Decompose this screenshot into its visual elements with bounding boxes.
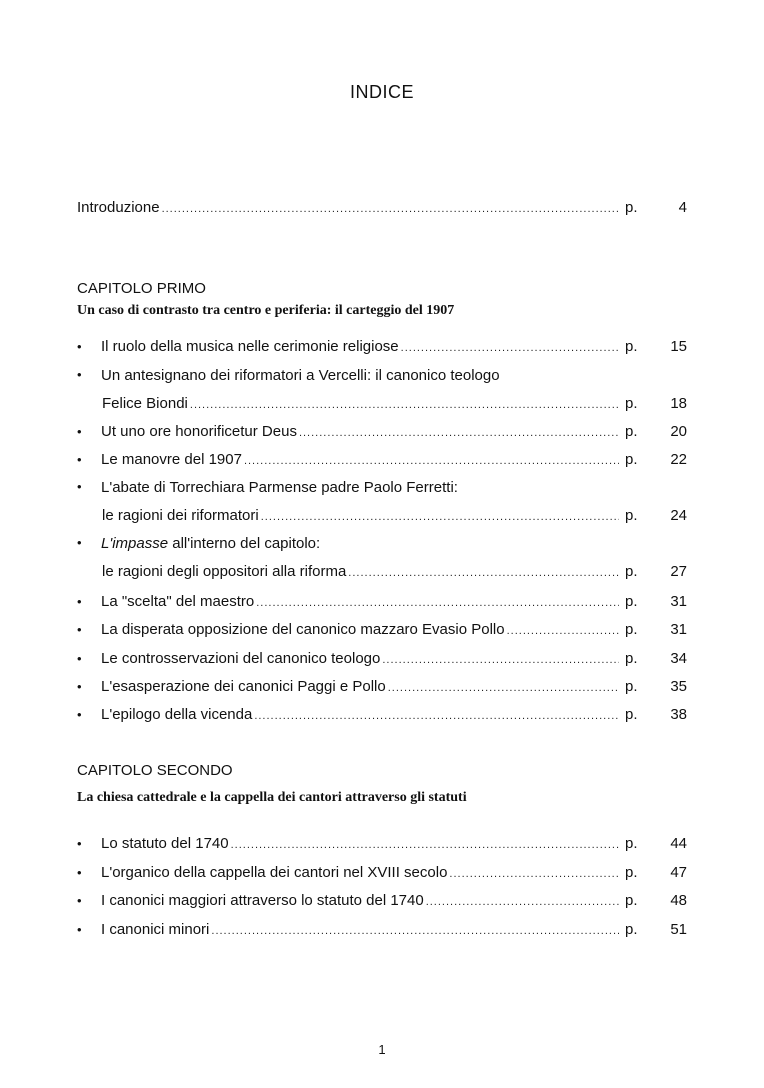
toc-entry-label: L'esasperazione dei canonici Paggi e Pollo [101, 678, 386, 695]
bullet-icon: • [77, 622, 82, 637]
bullet-icon: • [77, 836, 82, 851]
leader-dots [261, 511, 619, 523]
toc-entry-label: Ut uno ore honorificetur Deus [101, 423, 297, 440]
chapter-heading: CAPITOLO SECONDO [77, 762, 233, 779]
toc-entry [77, 621, 687, 641]
toc-entry [77, 650, 687, 670]
toc-entry-line [77, 479, 458, 496]
toc-entry-label: le ragioni degli oppositori alla riforma [102, 563, 347, 580]
leader-dots [401, 342, 619, 354]
bullet-icon: • [77, 535, 82, 550]
bullet-icon: • [77, 594, 82, 609]
bullet-icon: • [77, 679, 82, 694]
page-number-ref: 24 [670, 507, 687, 524]
page-footer-number: 1 [378, 1042, 386, 1057]
toc-entry-label-italic: L'impasse [101, 535, 169, 552]
page-abbrev: p. [625, 563, 638, 580]
leader-dots [254, 710, 619, 722]
toc-entry [77, 678, 687, 698]
toc-entry-label: I canonici maggiori attraverso lo statuto del 1740 [101, 892, 424, 909]
leader-dots [388, 682, 619, 694]
toc-entry-label: Le controsservazioni del canonico teologo [101, 650, 381, 667]
leader-dots [382, 654, 619, 666]
toc-entry-label: L'organico della cappella dei cantori nel XVIII secolo [101, 864, 448, 881]
page-number-ref: 15 [670, 338, 687, 355]
toc-entry-label: le ragioni dei riformatori [102, 507, 259, 524]
toc-entry-label: L'abate di Torrechiara Parmense padre Paolo Ferretti: [101, 479, 458, 496]
bullet-icon: • [77, 922, 82, 937]
page-number-ref: 48 [670, 892, 687, 909]
bullet-icon: • [77, 339, 82, 354]
toc-entry [77, 864, 687, 884]
leader-dots [507, 625, 619, 637]
page-number-ref: 22 [670, 451, 687, 468]
page-abbrev: p. [625, 338, 638, 355]
leader-dots [299, 427, 619, 439]
leader-dots [449, 868, 619, 880]
page-abbrev: p. [625, 892, 638, 909]
toc-entry-label: Felice Biondi [102, 395, 188, 412]
toc-entry [77, 892, 687, 912]
bullet-icon: • [77, 479, 82, 494]
toc-entry-label: La disperata opposizione del canonico mazzaro Evasio Pollo [101, 621, 505, 638]
leader-dots [231, 839, 619, 851]
page-number-ref: 31 [670, 593, 687, 610]
page-abbrev: p. [625, 864, 638, 881]
page-abbrev: p. [625, 706, 638, 723]
page-abbrev: p. [625, 395, 638, 412]
page-title: INDICE [349, 82, 414, 102]
toc-entry-label: L'epilogo della vicenda [101, 706, 253, 723]
page-number-ref: 51 [670, 921, 687, 938]
leader-dots [162, 203, 619, 215]
page-abbrev: p. [625, 423, 638, 440]
page-number-ref: 34 [670, 650, 687, 667]
page-abbrev: p. [625, 621, 638, 638]
toc-entry-label: all'interno del capitolo: [168, 535, 321, 552]
leader-dots [426, 896, 619, 908]
page-abbrev: p. [625, 199, 638, 216]
bullet-icon: • [77, 651, 82, 666]
bullet-icon: • [77, 893, 82, 908]
page-number-ref: 4 [678, 199, 687, 216]
chapter-subtitle: La chiesa cattedrale e la cappella dei cantori attraverso gli statuti [77, 790, 467, 805]
toc-entry-continuation [102, 395, 687, 415]
bullet-icon: • [77, 424, 82, 439]
toc-entry [77, 593, 687, 613]
toc-entry-label: Il ruolo della musica nelle cerimonie religiose [101, 338, 399, 355]
page-abbrev: p. [625, 835, 638, 852]
page-number-ref: 38 [670, 706, 687, 723]
toc-entry-label: Le manovre del 1907 [101, 451, 242, 468]
bullet-icon: • [77, 452, 82, 467]
page-number-ref: 47 [670, 864, 687, 881]
toc-entry-label: Introduzione [77, 199, 160, 216]
page-abbrev: p. [625, 507, 638, 524]
leader-dots [256, 597, 619, 609]
page-abbrev: p. [625, 921, 638, 938]
page-abbrev: p. [625, 650, 638, 667]
page-number-ref: 20 [670, 423, 687, 440]
page-number-ref: 31 [670, 621, 687, 638]
page-number-ref: 27 [670, 563, 687, 580]
bullet-icon: • [77, 865, 82, 880]
bullet-icon: • [77, 707, 82, 722]
leader-dots [348, 567, 619, 579]
toc-entry [77, 338, 687, 358]
toc-entry-introduzione [77, 199, 687, 219]
leader-dots [211, 925, 619, 937]
toc-entry-continuation [102, 507, 687, 527]
page-number-ref: 44 [670, 835, 687, 852]
bullet-icon: • [77, 367, 82, 382]
chapter-heading: CAPITOLO PRIMO [77, 280, 206, 297]
chapter-subtitle: Un caso di contrasto tra centro e periferia: il carteggio del 1907 [77, 303, 455, 318]
toc-entry-label: Un antesignano dei riformatori a Vercelli: il canonico teologo [101, 367, 500, 384]
toc-entry-line [77, 367, 500, 384]
toc-entry [77, 451, 687, 471]
page-number-ref: 35 [670, 678, 687, 695]
page-abbrev: p. [625, 451, 638, 468]
toc-entry [77, 706, 687, 726]
toc-entry-continuation [102, 563, 687, 583]
leader-dots [244, 455, 619, 467]
toc-entry [77, 921, 687, 941]
toc-entry [77, 835, 687, 855]
page-abbrev: p. [625, 678, 638, 695]
toc-entry-label: Lo statuto del 1740 [101, 835, 229, 852]
leader-dots [190, 399, 619, 411]
toc-entry-label: I canonici minori [101, 921, 210, 938]
toc-entry [77, 423, 687, 443]
page-abbrev: p. [625, 593, 638, 610]
page-number-ref: 18 [670, 395, 687, 412]
toc-entry-label: La "scelta" del maestro [101, 593, 255, 610]
toc-entry-line [77, 535, 321, 552]
